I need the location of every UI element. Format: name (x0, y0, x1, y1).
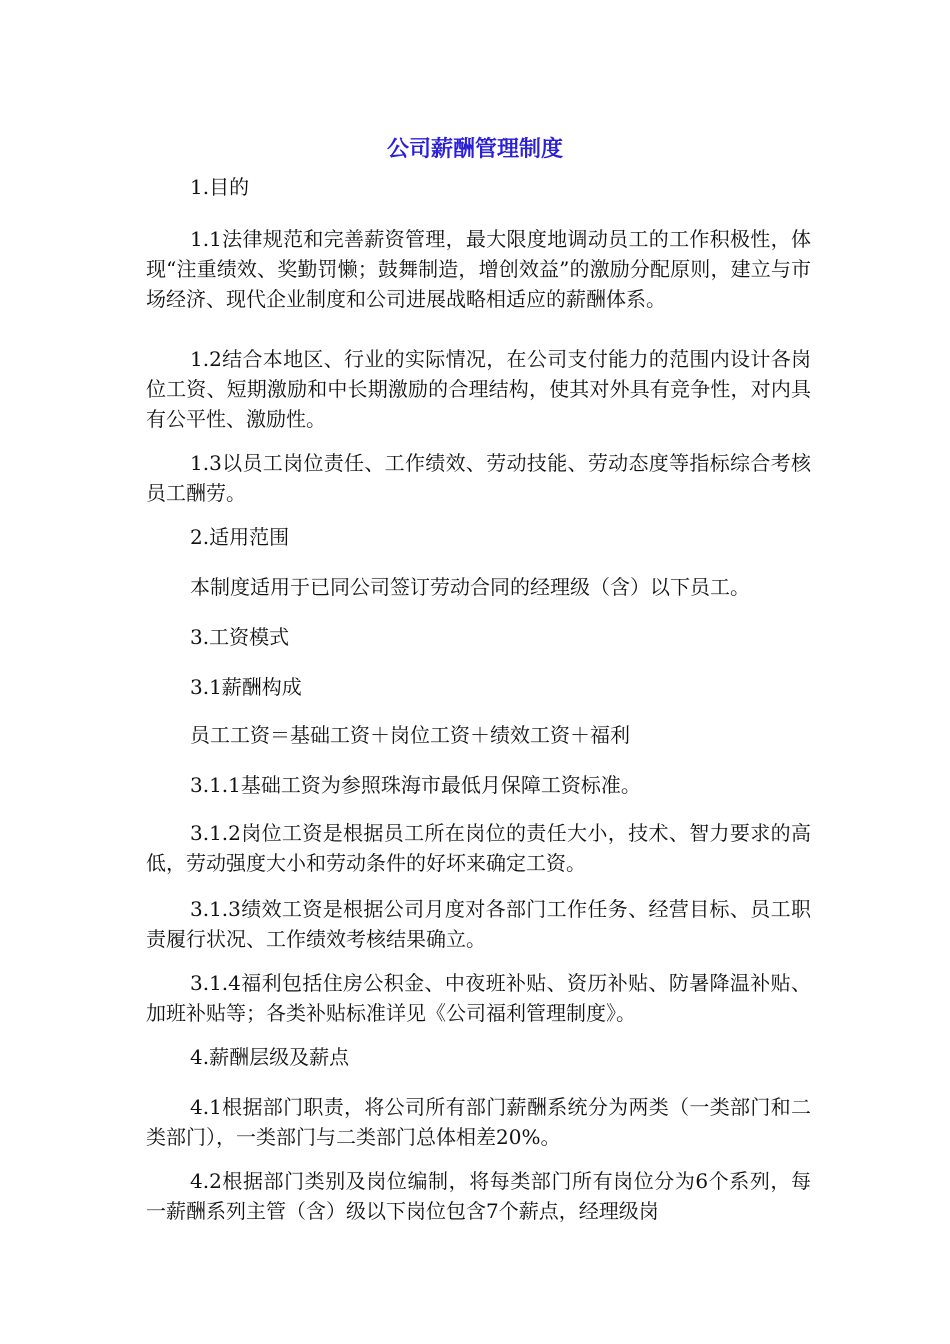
paragraph-scope: 本制度适用于已同公司签订劳动合同的经理级（含）以下员工。 (190, 575, 750, 599)
paragraph-4-2: 4.2根据部门类别及岗位编制，将每类部门所有岗位分为6个系列，每一薪酬系列主管（含）级以下岗位包含7个薪点，经理级岗 (146, 1169, 811, 1223)
paragraph-1-1: 1.1法律规范和完善薪资管理，最大限度地调动员工的工作积极性，体现“注重绩效、奖勤罚懒；鼓舞制造，增创效益”的激励分配原则，建立与市场经济、现代企业制度和公司进展战略相适应的薪酬体系。 (146, 227, 811, 311)
paragraph-wage-formula: 员工工资＝基础工资＋岗位工资＋绩效工资＋福利 (190, 723, 630, 747)
section-heading-scope: 2.适用范围 (190, 525, 290, 549)
paragraph-3-1-4: 3.1.4福利包括住房公积金、中夜班补贴、资历补贴、防暑降温补贴、加班补贴等；各类补贴标准详见《公司福利管理制度》。 (146, 971, 811, 1025)
section-heading-wage-mode: 3.工资模式 (190, 625, 290, 649)
paragraph-1-3: 1.3以员工岗位责任、工作绩效、劳动技能、劳动态度等指标综合考核员工酬劳。 (146, 451, 811, 505)
paragraph-3-1-3: 3.1.3绩效工资是根据公司月度对各部门工作任务、经营目标、员工职责履行状况、工作绩效考核结果确立。 (146, 897, 811, 951)
section-heading-3-1: 3.1薪酬构成 (190, 675, 302, 699)
paragraph-1-2: 1.2结合本地区、行业的实际情况，在公司支付能力的范围内设计各岗位工资、短期激励和中长期激励的合理结构，使其对外具有竞争性，对内具有公平性、激励性。 (146, 347, 811, 431)
paragraph-3-1-2: 3.1.2岗位工资是根据员工所在岗位的责任大小，技术、智力要求的高低，劳动强度大小和劳动条件的好坏来确定工资。 (146, 821, 811, 875)
paragraph-4-1: 4.1根据部门职责，将公司所有部门薪酬系统分为两类（一类部门和二类部门），一类部门与二类部门总体相差20%。 (146, 1095, 811, 1149)
document-title: 公司薪酬管理制度 (386, 137, 563, 162)
section-heading-purpose: 1.目的 (190, 175, 250, 199)
paragraph-3-1-1: 3.1.1基础工资为参照珠海市最低月保障工资标准。 (190, 773, 641, 797)
section-heading-salary-levels: 4.薪酬层级及薪点 (190, 1045, 350, 1069)
